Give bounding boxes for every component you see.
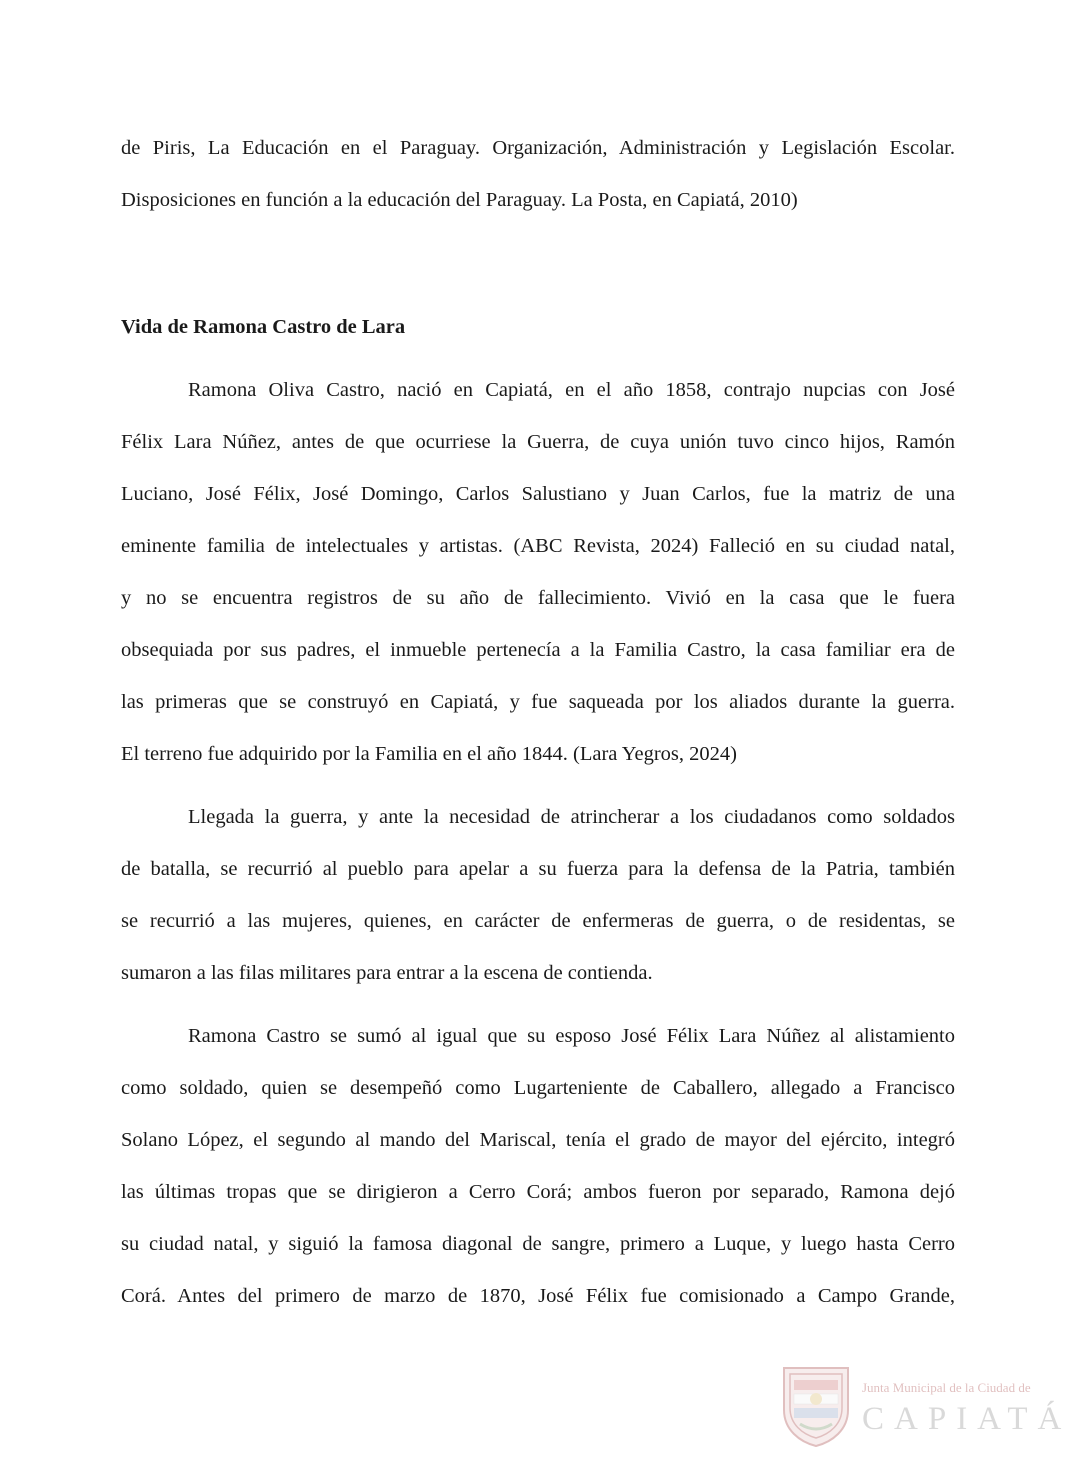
section-heading: Vida de Ramona Castro de Lara xyxy=(121,316,406,338)
paragraph-line: Félix Lara Núñez, antes de que ocurriese la Guerra, de cuya unión tuvo cinco hijos, Ramón xyxy=(121,431,955,453)
paragraph-line: y no se encuentra registros de su año de fallecimiento. Vivió en la casa que le fuera xyxy=(121,587,955,609)
paragraph-line: obsequiada por sus padres, el inmueble pertenecía a la Familia Castro, la casa familiar era de xyxy=(121,639,955,661)
paragraph-line: Solano López, el segundo al mando del Mariscal, tenía el grado de mayor del ejército, integró xyxy=(121,1129,955,1151)
paragraph-line: Luciano, José Félix, José Domingo, Carlos Salustiano y Juan Carlos, fue la matriz de una xyxy=(121,483,955,505)
paragraph-line: eminente familia de intelectuales y artistas. (ABC Revista, 2024) Falleció en su ciudad natal, xyxy=(121,535,955,557)
paragraph-line: de batalla, se recurrió al pueblo para apelar a su fuerza para la defensa de la Patria, también xyxy=(121,858,955,880)
paragraph-line: sumaron a las filas militares para entrar a la escena de contienda. xyxy=(121,962,653,984)
paragraph-line: Ramona Castro se sumó al igual que su esposo José Félix Lara Núñez al alistamiento xyxy=(188,1025,955,1047)
watermark-small-text: Junta Municipal de la Ciudad de xyxy=(862,1380,1031,1395)
paragraph-line: su ciudad natal, y siguió la famosa diagonal de sangre, primero a Luque, y luego hasta Cerro xyxy=(121,1233,955,1255)
watermark xyxy=(778,1364,1072,1448)
coat-of-arms-icon xyxy=(778,1364,854,1448)
paragraph-line: se recurrió a las mujeres, quienes, en carácter de enfermeras de guerra, o de residentas, se xyxy=(121,910,955,932)
paragraph-line: como soldado, quien se desempeñó como Lugarteniente de Caballero, allegado a Francisco xyxy=(121,1077,955,1099)
intro-line: de Piris, La Educación en el Paraguay. Organización, Administración y Legislación Escolar. xyxy=(121,137,955,159)
paragraph-line: las últimas tropas que se dirigieron a Cerro Corá; ambos fueron por separado, Ramona dejó xyxy=(121,1181,955,1203)
paragraph-line: las primeras que se construyó en Capiatá, y fue saqueada por los aliados durante la guerra. xyxy=(121,691,955,713)
paragraph-line: El terreno fue adquirido por la Familia en el año 1844. (Lara Yegros, 2024) xyxy=(121,743,737,765)
paragraph-line: Corá. Antes del primero de marzo de 1870, José Félix fue comisionado a Campo Grande, xyxy=(121,1285,955,1307)
paragraph-line: Ramona Oliva Castro, nació en Capiatá, en el año 1858, contrajo nupcias con José xyxy=(188,379,955,401)
paragraph-line: Llegada la guerra, y ante la necesidad de atrincherar a los ciudadanos como soldados xyxy=(188,806,955,828)
watermark-big-text: CAPIATÁ xyxy=(862,1401,1072,1437)
intro-line: Disposiciones en función a la educación del Paraguay. La Posta, en Capiatá, 2010) xyxy=(121,189,798,211)
